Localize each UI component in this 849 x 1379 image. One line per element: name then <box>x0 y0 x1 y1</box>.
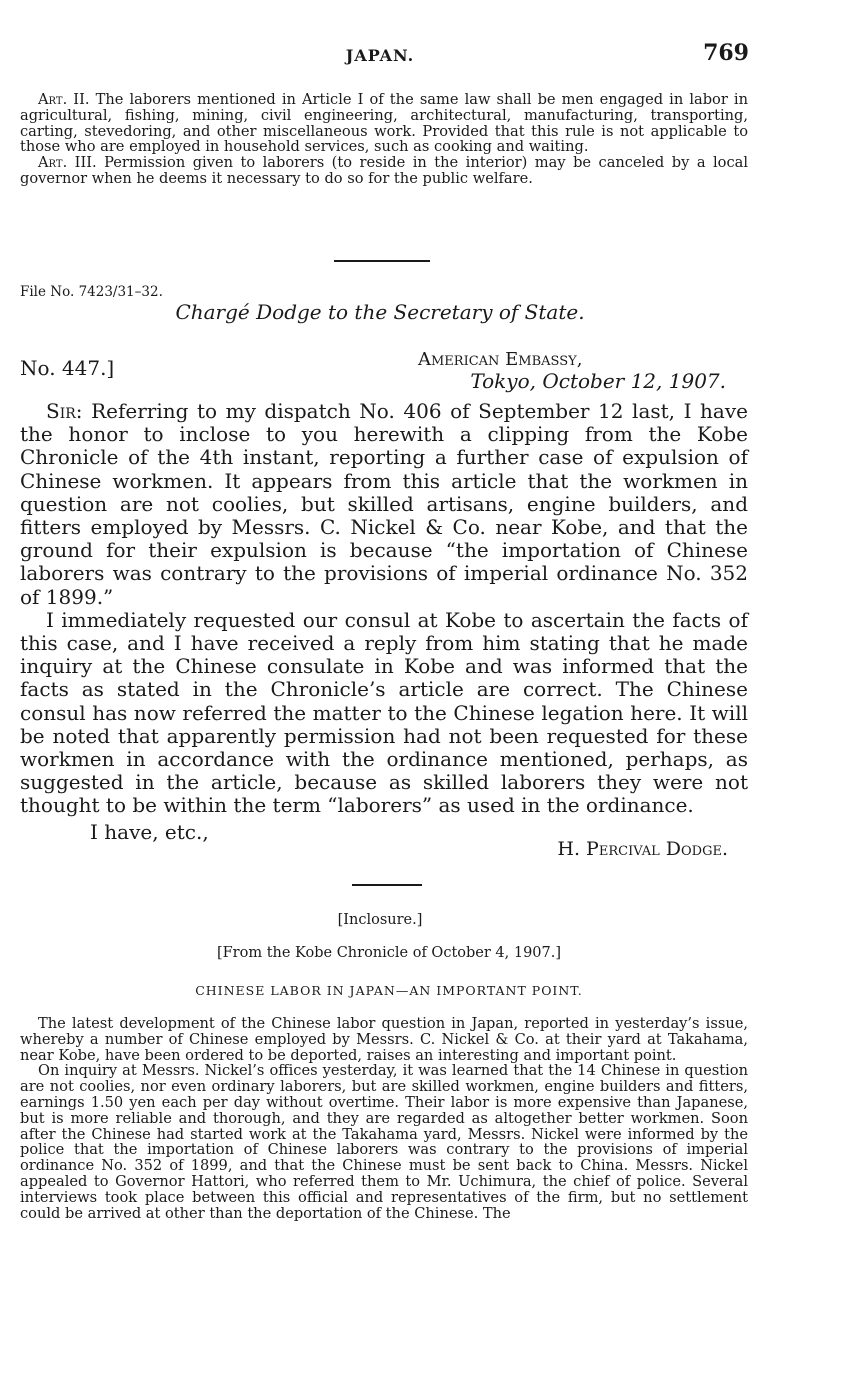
article-paragraph <box>20 92 748 155</box>
inclosure-label: [Inclosure.] <box>337 912 423 928</box>
letter-closing: I have, etc., <box>90 820 209 844</box>
article-title: CHINESE LABOR IN JAPAN—AN IMPORTANT POINT. <box>195 983 583 998</box>
article-paragraph: On inquiry at Messrs. Nickel’s offices yesterday, it was learned that the 14 Chinese in question are not coolies, nor even ordinary laborers, but are skilled workmen, engine builders and fitters, earnings 1.50 yen each per day without overtime. Their labor is more expensive than Japanese, but is more reliable and thorough, and they are regarded as altogether better workmen. Soon after the Chinese had started work at the Takahama yard, Messrs. Nickel were informed by the police that the importation of Chinese laborers was contrary to the provisions of imperial ordinance No. 352 of 1899, and that the Chinese must be sent back to China. Messrs. Nickel appealed to Governor Hattori, who referred them to Mr. Uchimura, the chief of police. Several interviews took place between this official and representatives of the firm, but no settlement could be arrived at other than the deportation of the Chinese. The <box>20 1062 748 1222</box>
law-articles <box>20 92 748 187</box>
page-number: 769 <box>703 40 749 66</box>
embassy-name: American Embassy, <box>418 349 583 370</box>
paragraph-text: Referring to my dispatch No. 406 of September 12 last, I have the honor to inclose to you herewith a clipping from the Kobe Chronicle of the 4th instant, reporting a further case of expulsion of Chinese workmen. It appears from this article that the workmen in question are not coolies, but skilled artisans, engine builders, and fitters employed by Messrs. C. Nickel & Co. near Kobe, and that the ground for their expulsion is because “the importation of Chinese laborers was contrary to the provisions of imperial ordinance No. 352 of 1899.” <box>20 399 748 609</box>
article-label: Art. III. <box>38 154 97 172</box>
signature: H. Percival Dodge. <box>557 838 728 860</box>
running-title: JAPAN. <box>345 46 415 65</box>
document-heading: Chargé Dodge to the Secretary of State. <box>175 300 585 324</box>
article-text: Permission given to laborers (to reside in the interior) may be canceled by a local governor when he deems it necessary to do so for the public welfare. <box>20 154 748 187</box>
letter-paragraph: I immediately requested our consul at Kobe to ascertain the facts of this case, and I have received a reply from him stating that he made inquiry at the Chinese consulate in Kobe and was informed that the facts as stated in the Chronicle’s article are correct. The Chinese consul has now referred the matter to the Chinese legation here. It will be noted that apparently permission had not been requested for these workmen in accordance with the ordinance mentioned, perhaps, as suggested in the article, because as skilled laborers they were not thought to be within the term “laborers” as used in the ordinance. <box>20 607 748 818</box>
article-label: Art. II. <box>38 91 90 108</box>
article-text: The laborers mentioned in Article I of the same law shall be men engaged in labor in agricultural, fishing, mining, civil engineering, architectural, manufacturing, transporting, carting, stevedoring, and other miscellaneous work. Provided that this rule is not applicable to those who are employed in household services, such as cooking and waiting. <box>20 91 748 156</box>
dateline: Tokyo, October 12, 1907. <box>470 369 726 393</box>
letter-body <box>20 400 748 818</box>
article-paragraph <box>20 155 748 187</box>
salutation: Sir: <box>46 399 83 423</box>
running-head <box>0 40 849 70</box>
letter-paragraph <box>20 400 748 609</box>
file-number: File No. 7423/31–32. <box>20 284 163 300</box>
article-paragraph: The latest development of the Chinese labor question in Japan, reported in yesterday’s issue, whereby a number of Chinese employed by Messrs. C. Nickel & Co. at their yard at Takahama, near Kobe, have been ordered to be deported, raises an interesting and important point. <box>20 1015 748 1064</box>
chronicle-article <box>20 1016 748 1221</box>
dispatch-number: No. 447.] <box>20 356 115 380</box>
section-divider <box>334 260 430 262</box>
source-line: [From the Kobe Chronicle of October 4, 1907.] <box>216 945 562 961</box>
section-divider <box>352 884 422 886</box>
